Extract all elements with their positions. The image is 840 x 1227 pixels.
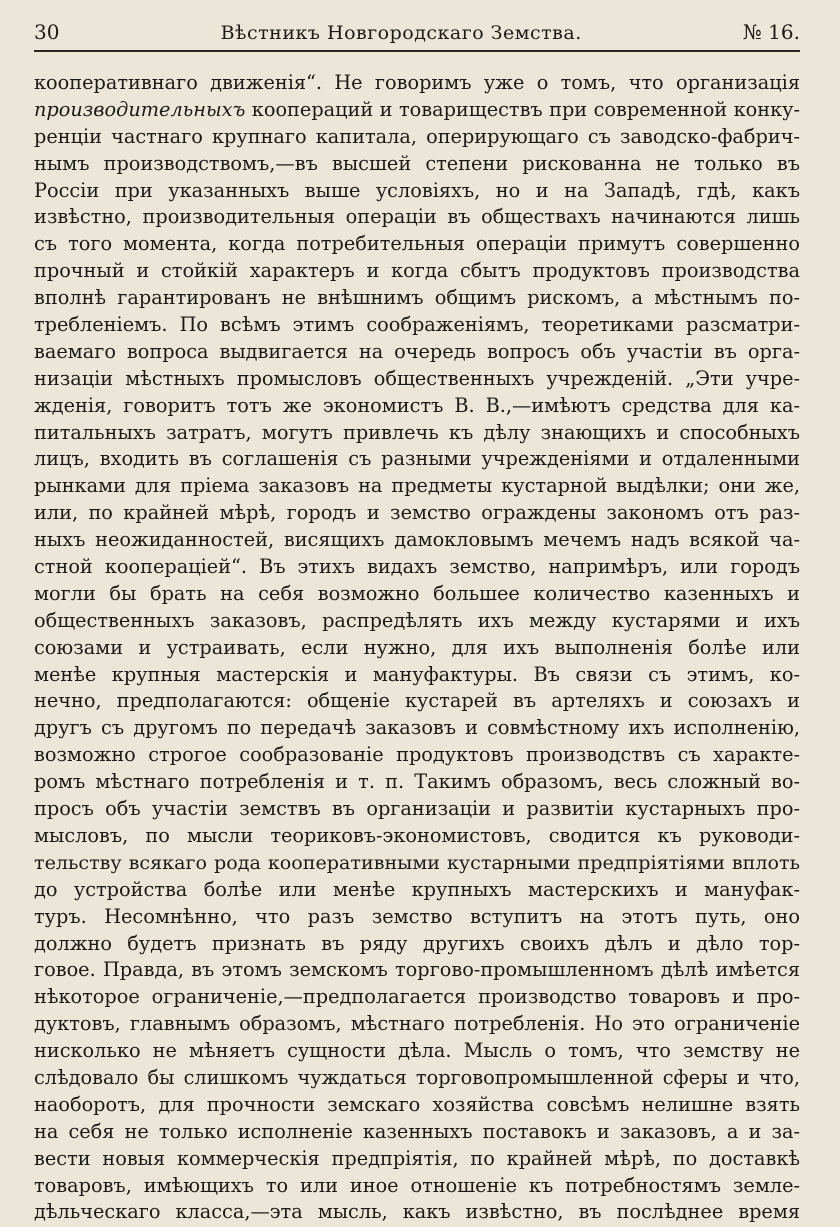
text-run: менѣе крупныя мастерскія и мануфактуры. Въ связи съ этимъ, ко- (34, 662, 800, 686)
text-run: стной коопераціей“. Въ этихъ видахъ земство, напримѣръ, или городъ (34, 555, 800, 579)
italic-emphasis: производительныхъ (34, 97, 246, 121)
issue-number: № 16. (742, 20, 800, 44)
text-run: лицъ, входить въ соглашенія съ разными учрежденіями и отдаленными (34, 447, 800, 471)
text-run: до устройства болѣе или менѣе крупныхъ мастерскихъ и мануфак- (34, 877, 800, 901)
text-run: союзами и устраивать, если нужно, для ихъ выполненія болѣе или (34, 635, 800, 659)
text-line (34, 97, 800, 124)
text-run: или, по крайней мѣрѣ, городъ и земство ограждены закономъ отъ раз- (34, 501, 800, 525)
text-run: кооперативнаго движенія“. Не говоримъ уже о томъ, что организація (34, 71, 800, 94)
text-run: общественныхъ заказовъ, распредѣлять ихъ между кустарями и ихъ (34, 608, 800, 632)
text-run: ваемаго вопроса выдвигается на очередь вопросъ объ участіи въ орга- (34, 339, 800, 363)
text-line (34, 312, 800, 339)
text-line (34, 608, 800, 635)
running-header (34, 20, 800, 50)
text-run: рынками для пріема заказовъ на предметы кустарной выдѣлки; они же, (34, 474, 800, 498)
text-run: ромъ мѣстнаго потребленія и т. п. Такимъ образомъ, весь сложный во- (34, 770, 800, 794)
text-run: просъ объ участіи земствъ въ организаціи и развитіи кустарныхъ про- (34, 797, 800, 821)
text-run: съ того момента, когда потребительныя операціи примутъ совершенно (34, 232, 800, 256)
text-line (34, 957, 800, 984)
text-run: прочный и стойкій характеръ и когда сбытъ продуктовъ производства (34, 259, 800, 283)
text-run: нымъ производствомъ,—въ высшей степени рискованна не только въ (34, 151, 800, 175)
text-run: нечно, предполагаются: общеніе кустарей въ артеляхъ и союзахъ и (34, 689, 800, 713)
text-run: могли бы брать на себя возможно большее количество казенныхъ и (34, 581, 800, 605)
text-run: тельству всякаго рода кооперативными кустарными предпріятіями вплоть (34, 850, 800, 874)
text-line (34, 742, 800, 769)
text-run: ныхъ неожиданностей, висящихъ дамокловымъ мечемъ надъ всякой ча- (34, 528, 800, 552)
text-line (34, 339, 800, 366)
text-line (34, 473, 800, 500)
text-run: слѣдовало бы слишкомъ чуждаться торговопромышленной сферы и что, (34, 1065, 800, 1089)
text-line (34, 850, 800, 877)
text-run: туръ. Несомнѣнно, что разъ земство вступитъ на этотъ путь, оно (34, 904, 800, 928)
text-line (34, 984, 800, 1011)
text-line (34, 1038, 800, 1065)
text-run: требленіемъ. По всѣмъ этимъ соображеніямъ, теоретиками разсматри- (34, 313, 800, 337)
text-line (34, 70, 800, 97)
text-line (34, 904, 800, 931)
text-line (34, 1199, 800, 1226)
text-line (34, 877, 800, 904)
text-run: питальныхъ затратъ, могутъ привлечь къ дѣлу знающихъ и способныхъ (34, 420, 800, 444)
article-body (34, 70, 800, 1226)
text-run: другъ съ другомъ по передачѣ заказовъ и совмѣстному ихъ исполненію, (34, 716, 800, 740)
text-line (34, 796, 800, 823)
text-line (34, 258, 800, 285)
text-line (34, 527, 800, 554)
text-run: товаровъ, имѣющихъ то или иное отношеніе къ потребностямъ земле- (34, 1173, 800, 1197)
text-line (34, 769, 800, 796)
text-run: нисколько не мѣняетъ сущности дѣла. Мысль о томъ, что земству не (34, 1039, 800, 1063)
text-line (34, 420, 800, 447)
text-line (34, 662, 800, 689)
text-run: нѣкоторое ограниченіе,—предполагается производство товаровъ и про- (34, 985, 800, 1009)
text-line (34, 1119, 800, 1146)
text-run: наоборотъ, для прочности земскаго хозяйства совсѣмъ нелишне взять (34, 1092, 800, 1116)
text-run: Россіи при указанныхъ выше условіяхъ, но и на Западѣ, гдѣ, какъ (34, 178, 800, 202)
text-run: низаціи мѣстныхъ промысловъ общественныхъ учрежденій. „Эти учре- (34, 366, 800, 390)
text-run: коопераций и товариществъ при современной конку- (245, 97, 800, 121)
text-line (34, 285, 800, 312)
text-line (34, 204, 800, 231)
text-line (34, 500, 800, 527)
text-line (34, 581, 800, 608)
text-run: говое. Правда, въ этомъ земскомъ торгово-промышленномъ дѣлѣ имѣется (34, 958, 800, 982)
text-line (34, 1011, 800, 1038)
page-number: 30 (34, 20, 60, 44)
header-rule (34, 50, 800, 52)
text-line (34, 178, 800, 205)
text-line (34, 151, 800, 178)
text-run: дѣльческаго класса,—эта мысль, какъ извѣстно, въ послѣднее время (34, 1200, 800, 1224)
text-run: возможно строгое сообразованіе продуктовъ производствъ съ характе- (34, 743, 800, 767)
text-run: ренціи частнаго крупнаго капитала, оперирующаго съ заводско-фабрич- (34, 124, 800, 148)
text-line (34, 446, 800, 473)
text-run: мысловъ, по мысли теориковъ-экономистовъ, сводится къ руководи- (34, 823, 800, 847)
text-run: на себя не только исполненіе казенныхъ поставокъ и заказовъ, а и за- (34, 1119, 800, 1143)
text-line (34, 715, 800, 742)
text-line (34, 124, 800, 151)
text-line (34, 393, 800, 420)
text-run: извѣстно, производительныя операціи въ обществахъ начинаются лишь (34, 205, 800, 229)
text-line (34, 823, 800, 850)
text-run: должно будетъ признать въ ряду другихъ своихъ дѣлъ и дѣло тор- (34, 931, 800, 955)
text-line (34, 1065, 800, 1092)
text-line (34, 1092, 800, 1119)
text-run: жденія, говоритъ тотъ же экономистъ В. В.,—имѣютъ средства для ка- (34, 393, 800, 417)
text-line (34, 231, 800, 258)
text-line (34, 688, 800, 715)
text-line (34, 554, 800, 581)
text-line (34, 1146, 800, 1173)
text-line (34, 1173, 800, 1200)
text-line (34, 931, 800, 958)
text-run: дуктовъ, главнымъ образомъ, мѣстнаго потребленія. Но это ограниченіе (34, 1012, 800, 1036)
text-run: вести новыя коммерческія предпріятія, по крайней мѣрѣ, по доставкѣ (34, 1146, 800, 1170)
text-line (34, 366, 800, 393)
text-run: вполнѣ гарантированъ не внѣшнимъ общимъ рискомъ, а мѣстнымъ по- (34, 286, 800, 310)
journal-title: Вѣстникъ Новгородскаго Земства. (220, 22, 582, 44)
text-line (34, 635, 800, 662)
